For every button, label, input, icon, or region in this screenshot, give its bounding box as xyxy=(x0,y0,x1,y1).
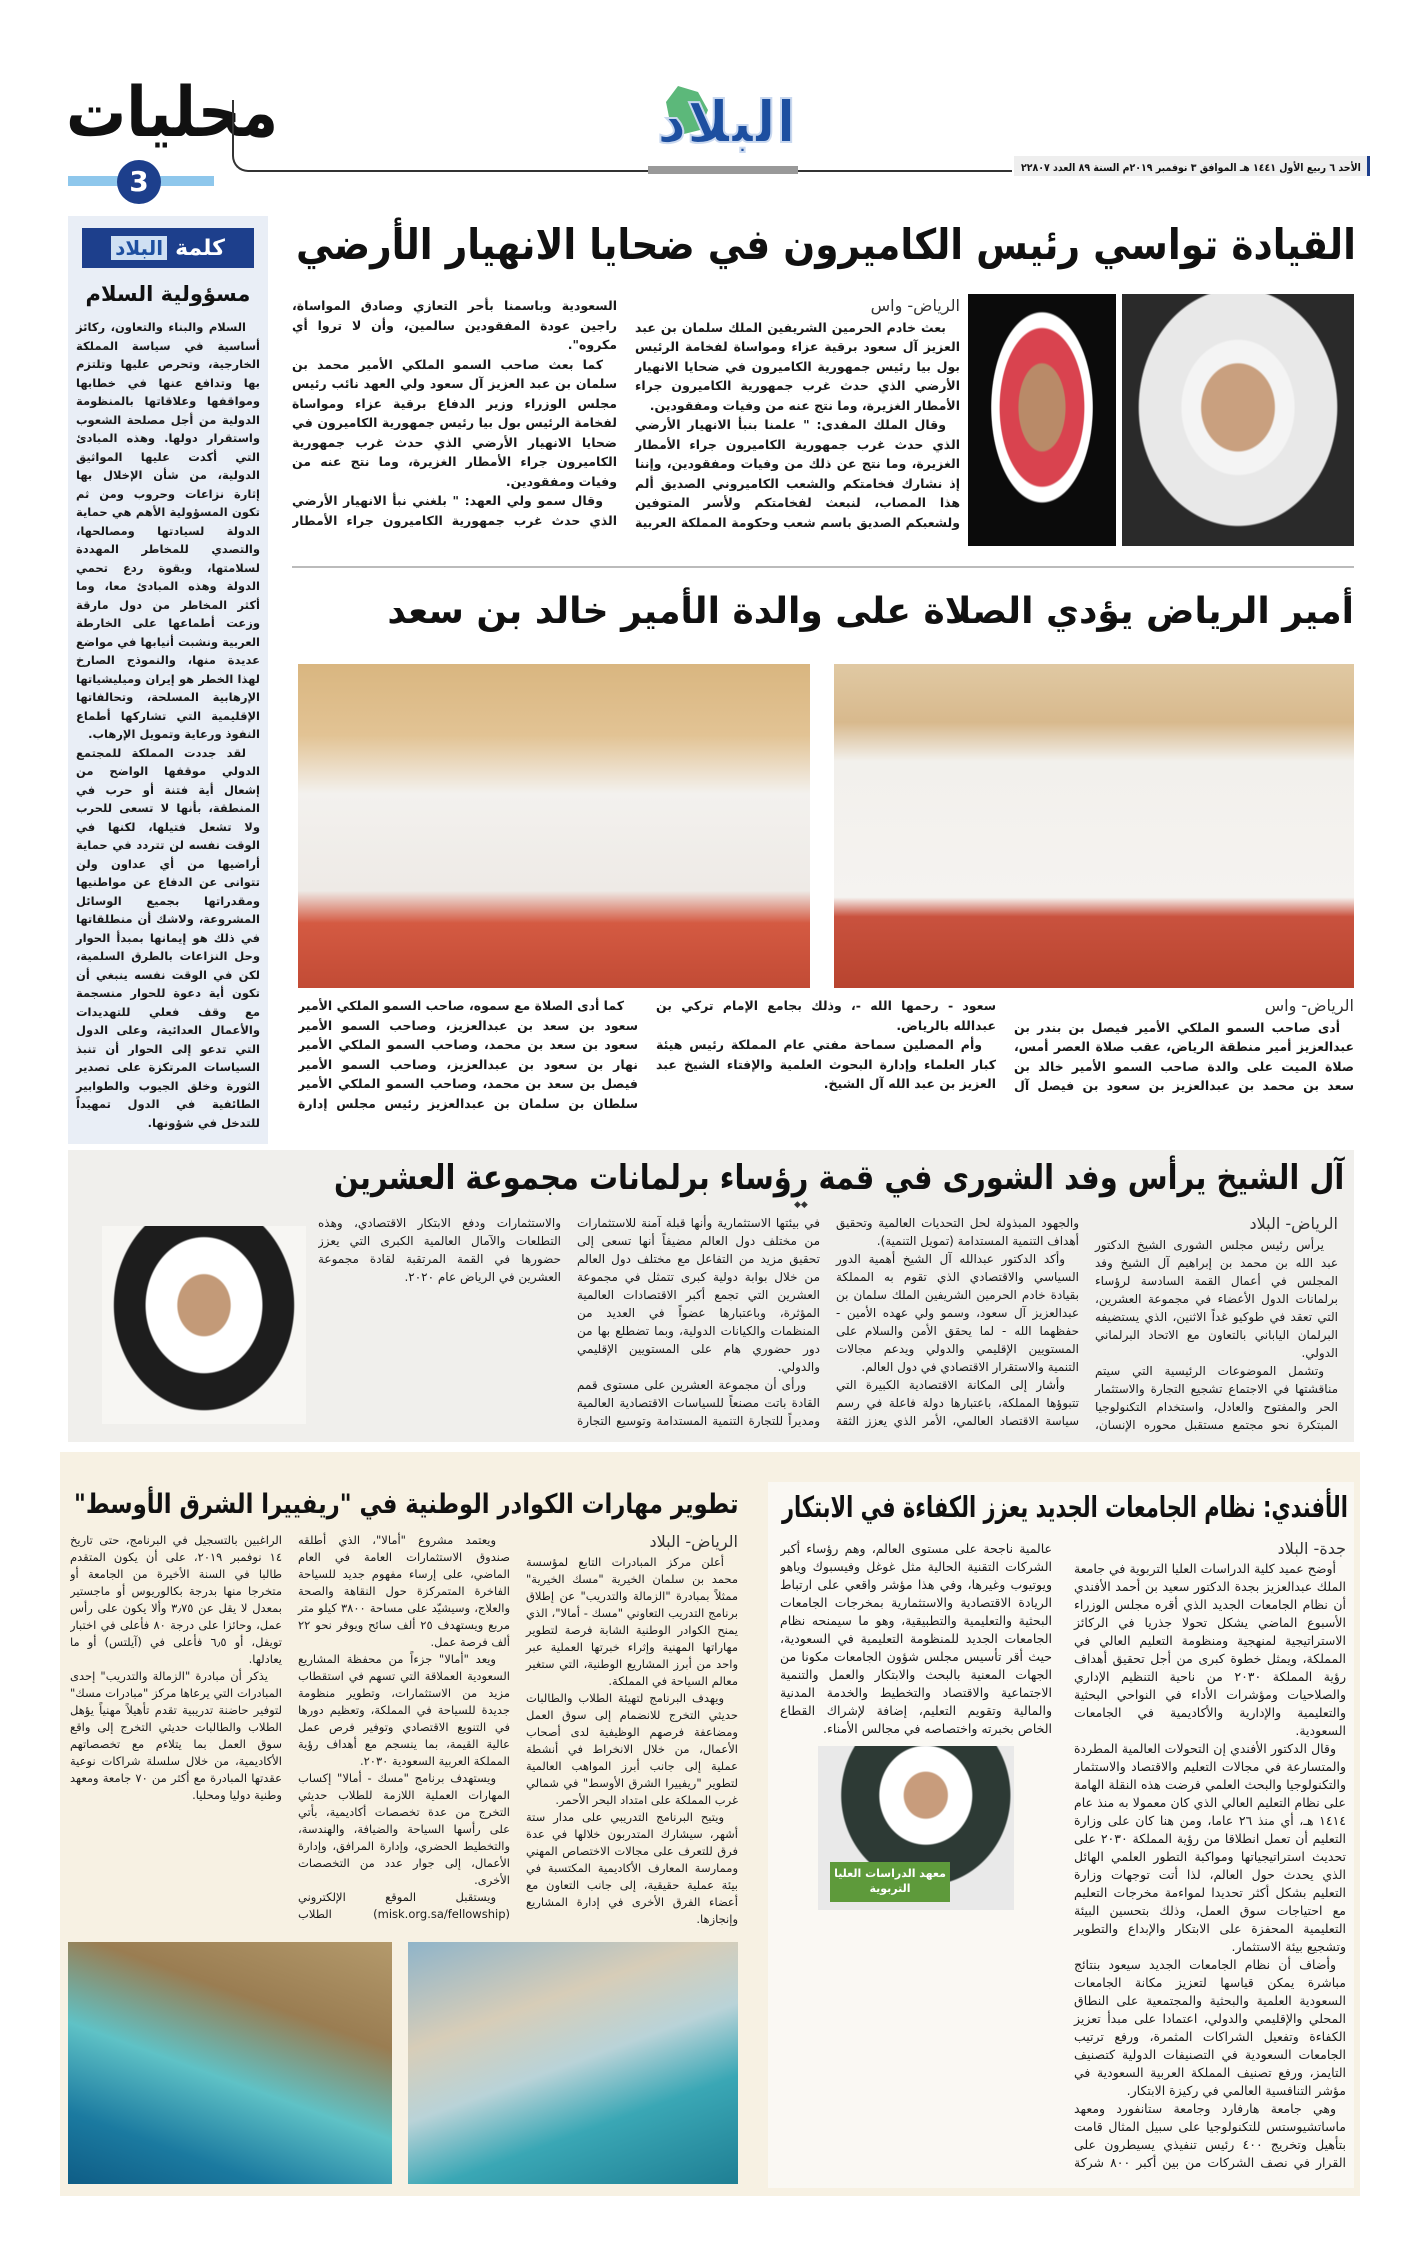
article2-paragraph: كما أدى الصلاة مع سموه، صاحب السمو الملكي الأمير سعود بن سعد بن عبدالعزيز، وصاحب السمو الأمير سعود بن سعد بن محمد، وصاحب السمو الملكي الأمير نهار بن سعود بن عبدالعزيز، وصاحب السمو الأمير فيصل بن سعد بن محمد، وصاحب السمو الملكي الأمير سلطان بن سلمان بن عبدالعزيز رئيس مجلس إدارة xyxy=(298,998,638,1111)
article3-dateline: الرياض- البلاد xyxy=(1249,1214,1338,1233)
photo-amaala-coast xyxy=(68,1942,392,2184)
institute-sign-text: معهد الدراسات العليا التربوية xyxy=(834,1867,946,1895)
article4-paragraph: وأضاف أن نظام الجامعات الجديد سيعود بنتائج مباشرة يمكن قياسها لتعزيز مكانة الجامعات السعودية العلمية والبحثية والمجتمعية على النطاق المحلي والإقليمي والدولي، اعتمادا على مبدأ تعزيز الكفاءة وتفعيل الشراكات المثمرة، ورفع ترتيب الجامعات السعودية في التصنيفات الدولية كتصنيف التايمز، ورفع تصنيف المملكة العربية السعودية في مؤشر التنافسية العالمي في ركيزة الابتكار. xyxy=(1074,1957,1346,2098)
article4-body xyxy=(780,1540,1346,2182)
article3-paragraph: وأكد الدكتور عبدالله آل الشيخ أهمية الدور السياسي والاقتصادي الذي تقوم به المملكة بقيادة خادم الحرمين الشريفين الملك سلمان بن عبدالعزيز آل سعود، وسمو ولي عهده الأمين - حفظهما الله - لما يحقق الأمن والسلام على المستويين الإقليمي والدولي ويدعم مجالات التنمية والاستقرار الاقتصادي في دول العالم. xyxy=(836,1252,1079,1374)
article2-dateline: الرياض- واس xyxy=(1264,996,1354,1015)
article3-body xyxy=(318,1214,1338,1436)
editorial-title: مسؤولية السلام xyxy=(85,282,251,306)
article5-paragraph: ويعد "أمالا" جزءاً من محفظة المشاريع السعودية العملاقة التي تسهم في استقطاب مزيد من الاستثمارات، وتطوير منظومة جديدة للسياحة في المملكة، وتعظيم دورها في التنويع الاقتصادي وتوفير فرص عمل عالية القيمة، بما ينسجم مع أهداف رؤية المملكة العربية السعودية ٢٠٣٠. xyxy=(298,1652,510,1768)
photo-amaala-resort xyxy=(408,1942,738,2184)
article5-body xyxy=(70,1532,738,1932)
article5-paragraph: ويتيح البرنامج التدريبي على مدار ستة أشهر، سيشارك المتدربون خلالها في عدة فرق للتعرف على مجالات الاختصاص المهني وممارسة المعارف الأكاديمية المكتسبة في بيئة عملية حقيقية، إلى جانب التعاون مع أعضاء الفرق الأخرى في إدارة المشاريع وإنجازها. xyxy=(526,1810,738,1926)
article5-paragraph: ويستقبل الموقع الإلكتروني (misk.org.sa/fellowship) الطلاب الراغبين بالتسجيل في البرنامج، حتى تاريخ ١٤ نوفمبر ٢٠١٩، على أن يكون المتقدم طالبا في السنة الأخيرة من الجامعة أو متخرجا منها بدرجة بكالوريوس أو ماجستير بمعدل لا يقل عن ٣٫٧٥ وألا يكون على رأس عمل، وحائزا على درجة ٨٠ فأعلى في اختبار تويفل، أو ٦٫٥ فأعلى في (آيلتس) أو ما يعادلها. xyxy=(70,1533,510,1921)
article3-paragraph: ورأى أن مجموعة العشرين على مستوى قمم القادة باتت مصنعاً للسياسات الاقتصادية العالمية ومديراً للتجارة التنمية المستدامة وتوسيع التجارة والاستثمارات ودفع الابتكار الاقتصادي، وهذه التطلعات والآمال العالمية الكبرى التي يعزز حضورها في القمة المرتقبة لقادة مجموعة العشرين في الرياض عام ٢٠٢٠. xyxy=(318,1216,820,1428)
article2-body xyxy=(298,996,1354,1116)
article4-paragraph: أوضح عميد كلية الدراسات العليا التربوية في جامعة الملك عبدالعزيز بجدة الدكتور سعيد بن أحمد الأفندي أن نظام الجامعات الجديد الذي أقره مجلس الوزراء الأسبوع الماضي يشكل تحولا جذريا في الركائز الاستراتيجية لمنهجية ومنظومة التعليم العالي في المملكة، ويمثل خطوة كبرى من أجل تحقيق أهداف رؤية المملكة ٢٠٣٠ من ناحية التنظيم الإداري والصلاحيات ومؤشرات الأداء في النواحي البحثية والتعليمية والإدارية والأكاديمية في الجامعات السعودية. xyxy=(1074,1561,1346,1738)
article3-paragraph: وأشار إلى المكانة الاقتصادية الكبيرة التي تتبوؤها المملكة، باعتبارها دولة فاعلة في رسم سياسة الاقتصاد العالمي، الأمر الذي يعزز الثقة في بيئتها الاستثمارية وأنها قبلة آمنة للاستثمارات من مختلف دول العالم مضيفاً أنها تسعى إلى تحقيق مزيد من التفاعل مع مختلف دول العالم من خلال بوابة دولية كبرى تتمثل في مجموعة العشرين التي تجمع أكبر الاقتصادات العالمية المؤثرة، وباعتبارها عضواً في العديد من المنظمات والكيانات الدولية، وبما تضطلع بها من دور حضوري هام على المستويين الإقليمي والدولي. xyxy=(577,1216,1079,1428)
ornament-icon: ◆◆ xyxy=(794,1200,808,1210)
editorial-paragraph: لقد جددت المملكة للمجتمع الدولي موقفها الواضح من إشعال أية فتنة أو حرب في المنطقة، بأنها لا تسعى للحرب ولا تشعل فتيلها، لكنها في الوقت نفسه لن تتردد في حماية أراضيها من أي عداون ولن تتوانى عن الدفاع عن مواطنيها ومقدراتها بجميع الوسائل المشروعة، ولاشك أن منطلقاتها في ذلك هو إيمانها بمبدأ الحوار وحل النزاعات بالطرق السلمية، لكن في الوقت نفسه ينبغي أن تكون أية دعوة للحوار منسجمة مع وقف فعلي للتهديدات والأعمال العدائية، وعلى الدول التي تدعو إلى الحوار أن تنبذ السياسات المرتكزة على تصدير الثورة وخلق الجيوب والطوابير الطائفية في الدول تمهيداً للتدخل في شؤونها. xyxy=(76,745,260,1130)
editorial-paragraph: السلام والبناء والتعاون، ركائز أساسية في سياسة المملكة الخارجية، وتحرص عليها وتلتزم بها وتدافع عنها في خطابها ومواقفها وعلاقاتها بالمنظومة الدولية من أجل مصلحة الشعوب واستقرار دولها. وهذه المبادئ التي أكدت عليها المواثيق الدولية، من شأن الإخلال بها إثارة نزاعات وحروب ومن ثم تكون المسؤولية الأهم هي حماية الدولة لسيادتها ومصالحها، والتصدي للمخاطر المهددة لسلامتها، وبقوة ردع تحمي الدولة وهذه المبادئ معا، وما أكثر المخاطر من دول مارقة وزعت أطماعها على الخارطة العربية ونشبت أنيابها في مواضع عديدة منها، والنموذج الصارخ لهذا الخطر هو إيران وميليشياتها الإرهابية المسلحة، وتحالفاتها الإقليمية التي تشاركها أطماع النفوذ ورعاية وتمويل الإرهاب. xyxy=(76,320,260,741)
masthead-divider-curve xyxy=(232,100,1012,172)
article4-paragraph: وهي جامعة هارفارد وجامعة ستانفورد ومعهد ماساتشيوستس للتكنولوجيا على سبيل المثال قامت بتأهيل وتخريج ٤٠٠ رئيس تنفيذي يسيطرون على القرار في نصف الشركات من بين أكبر ٨٠٠ شركة عالمية ناجحة على مستوى العالم، وهم رؤساء أكبر الشركات التقنية الحالية مثل غوغل وفيسبوك وياهو ويوتيوب وغيرها، وفي هذا مؤشر واقعي على ارتباط الريادة الاقتصادية والاستثمارية بمخرجات الجامعات البحثية والتعليمية والتطبيقية، وهو ما سيمنحه نظام الجامعات الجديد للمنظومة التعليمية في السعودية، حيث أقر تأسيس مجلس شؤون الجامعات مكونا من الجهات المعنية بالبحث والابتكار والعمل والتنمية الاجتماعية والاقتصاد والتخطيط والخدمة المدنية والمالية وتقويم التعليم، إضافة لإشراك القطاع الخاص بخبرته واختصاصه في مجالس الأمناء. xyxy=(780,1541,1346,2170)
article5-paragraph: ويستهدف برنامج "مسك - أمالا" إكساب المهارات العملية اللازمة للطلاب حديثي التخرج من عدة تخصصات أكاديمية، بأتي على رأسها السياحة والضيافة، والهندسة، والتخطيط الحضري، وإدارة المرافق، وإدارة الأعمال، إلى جوار عدد من التخصصات الأخرى. xyxy=(298,1771,510,1887)
issue-date-line xyxy=(1014,156,1370,176)
photo-dr-afandi xyxy=(818,1746,1014,1910)
article1-paragraph: وقال الملك المفدى: " علمنا بنبأ الانهيار الأرضي الذي حدث غرب جمهورية الكاميرون جراء الأمطار الغزيرة، وما نتج عن ذلك من وفيات ومفقودين، وإننا إذ نشارك فخامتكم والشعب الكاميروني الصديق ألم هذا المصاب، لنبعث لفخامتكم ولأسر المتوفين ولشعبكم الصديق باسم شعب وحكومة المملكة العربية السعودية وباسمنا بأحر التعازي وصادق المواساة، راجين عودة المفقودين سالمين، وأن لا تروا أي مكروه". xyxy=(292,298,960,530)
page-number-badge: 3 xyxy=(117,160,161,204)
article5-paragraph: يذكر أن مبادرة "الزمالة والتدريب" إحدى المبادرات التي يرعاها مركز "مبادرات مسك" لتوفير حاضنة تدريبية تقدم تأهيلاً مهنياً يؤهل الطلاب والطالبات حديثي التخرج إلى واقع سوق العمل بما يتلاءم مع تخصصاتهم الأكاديمية، من خلال سلسلة شراكات نوعية عقدتها المبادرة مع أكثر من ٧٠ جامعة ومعهد وطنية دوليا ومحليا. xyxy=(70,1669,282,1802)
editorial-badge-logo: البلاد xyxy=(111,236,167,260)
article5-paragraph: ويعتمد مشروع "أمالا"، الذي أطلقه صندوق الاستثمارات العامة في العام الماضي، على إرساء مفهوم جديد للسياحة الفاخرة المتمركزة حول النقاهة والصحة والعلاج، وسيشيّد على مساحة ٣٨٠٠ كيلو متر مربع ويستهدف ٢٥ ألف سائح ويوفر نحو ٢٢ ألف فرصة عمل. xyxy=(298,1533,510,1649)
article2-paragraph: أدى صاحب السمو الملكي الأمير فيصل بن بندر بن عبدالعزيز أمير منطقة الرياض، عقب صلاة العصر أمس، صلاة الميت على والدة صاحب السمو الأمير خالد بن سعد بن محمد بن عبدالعزيز بن سعود بن فيصل آل سعود - رحمها الله -، وذلك بجامع الإمام تركي بن عبدالله بالرياض. xyxy=(656,998,1354,1093)
institute-sign xyxy=(830,1862,950,1902)
article3-paragraph: وتشمل الموضوعات الرئيسية التي سيتم مناقشتها في الاجتماع تشجيع التجارة والاستثمار الحر والمفتوح والعادل، واستخدام التكنولوجيا المبتكرة نحو مجتمع مستقبل محوره الإنسان، والجهود المبذولة لحل التحديات العالمية وتحقيق أهداف التنمية المستدامة (تمويل التنمية). xyxy=(836,1216,1338,1432)
article5-paragraph: أعلن مركز المبادرات التابع لمؤسسة محمد بن سلمان الخيرية "مسك الخيرية" ممثلاً بمبادرة "الزمالة والتدريب" عن إطلاق برنامج التدريب التعاوني "مسك - أمالا"، الذي يمنح الكوادر الوطنية الشابة فرصة لتطوير مهاراتها المهنية وإثراء خبرتها العملية عبر واحد من أبرز المشاريع الوطنية، التي ستغير معالم السياحة في المملكة. xyxy=(526,1555,738,1688)
editorial-badge xyxy=(82,228,254,268)
article1-headline: القيادة تواسي رئيس الكاميرون في ضحايا الانهيار الأرضي xyxy=(295,220,1356,269)
article5-headline: تطوير مهارات الكوادر الوطنية في "ريفييرا الشرق الأوسط" xyxy=(73,1489,738,1520)
article1-paragraph: بعث خادم الحرمين الشريفين الملك سلمان بن عبد العزيز آل سعود برقية عزاء ومواساة لفخامة الرئيس بول بيا رئيس جمهورية الكاميرون في ضحايا الانهيار الأرضي الذي حدث غرب جمهورية الكاميرون جراء الأمطار الغزيرة، وما نتج عنه من وفيات ومفقودين. xyxy=(635,319,960,413)
article1-paragraph: كما بعث صاحب السمو الملكي الأمير محمد بن سلمان بن عبد العزيز آل سعود ولي العهد نائب رئيس مجلس الوزراء وزير الدفاع برقية عزاء ومواساة لفخامة الرئيس بول بيا رئيس جمهورية الكاميرون في ضحايا الانهيار الأرضي الذي حدث غرب جمهورية الكاميرون جراء الأمطار الغزيرة، وما نتج عنه من وفيات ومفقودين. xyxy=(292,356,617,489)
article1-dateline: الرياض- واس xyxy=(870,296,960,315)
article5-paragraph: ويهدف البرنامج لتهيئة الطلاب والطالبات حديثي التخرج للانضمام إلى سوق العمل ومضاعفة فرصهم الوظيفية لدى أصحاب الأعمال، من خلال الانخراط في أنشطة عملية إلى جانب أبرز المواهب العالمية لتطوير "ريفييرا الشرق الأوسط" في شمالي غرب المملكة على امتداد البحر الأحمر. xyxy=(526,1691,738,1807)
article1-paragraph: وقال سمو ولي العهد: " بلغني نبأ الانهيار الأرضي الذي حدث غرب جمهورية الكاميرون جراء الأمطار xyxy=(292,493,617,528)
photo-shura-president xyxy=(102,1226,306,1424)
section-title: محليات xyxy=(66,72,279,154)
divider xyxy=(292,566,1354,568)
editorial-column xyxy=(68,216,268,1144)
article4-headline: الأفندي: نظام الجامعات الجديد يعزز الكفاءة في الابتكار xyxy=(781,1490,1348,1524)
logo-text: البلاد xyxy=(656,88,796,156)
article3-paragraph: يرأس رئيس مجلس الشورى الشيخ الدكتور عبد الله بن محمد بن إبراهيم آل الشيخ وفد المجلس في أعمال القمة السادسة لرؤساء برلمانات الدول الأعضاء في مجموعة العشرين، التي تعقد في طوكيو غداً الاثنين، الذي يستضيفه البرلمان الياباني بالتعاون مع الاتحاد البرلماني الدولي. xyxy=(1095,1238,1338,1360)
article2-paragraph: وأم المصلين سماحة مفتي عام المملكة رئيس هيئة كبار العلماء وإدارة البحوث العلمية والإفتاء الشيخ عبد العزيز بن عبد الله آل الشيخ. xyxy=(656,1037,996,1091)
photo-crown-prince xyxy=(968,294,1116,546)
newspaper-logo xyxy=(640,82,800,162)
photo-funeral-prayer-rows xyxy=(834,664,1354,988)
article2-headline: أمير الرياض يؤدي الصلاة على والدة الأمير خالد بن سعد xyxy=(387,591,1354,632)
logo-underbar xyxy=(648,166,798,174)
article5-dateline: الرياض- البلاد xyxy=(649,1532,738,1551)
article3-headline: آل الشيخ يرأس وفد الشورى في قمة رؤساء برلمانات مجموعة العشرين xyxy=(333,1158,1344,1198)
article4-dateline: جدة- البلاد xyxy=(1277,1540,1346,1558)
article4-paragraph: وقال الدكتور الأفندي إن التحولات العالمية المطردة والمتسارعة في مجالات التعليم والاقتصاد والاستثمار والتكنولوجيا والبحث العلمي فرضت هذه النقلة الهامة على نظام التعليم العالي الذي كان معمولا به منذ عام ١٤١٤ هـ، أي منذ ٢٦ عاما، ومن هنا كان على وزارة التعليم أن تعمل انطلاقا من رؤية المملكة ٢٠٣٠ على تحديث استراتيجياتها ومواكبة التطور العلمي الهائل الذي يحدث حول العالم، لذا أتت توجهات وزارة التعليم بشكل أكثر تحديدا لمواءمة مخرجات التعليم مع احتياجات سوق العمل، وذلك بتحسين البيئة التعليمية المحفزة على الابتكار والإبداع والتطوير وتشجيع بيئة الاستثمار. xyxy=(1074,1741,1346,1954)
photo-king-salman xyxy=(1122,294,1354,546)
photo-funeral-procession xyxy=(298,664,810,988)
issue-date: الأحد ٦ ربيع الأول ١٤٤١ هـ الموافق ٣ نوفمبر ٢٠١٩م السنة ٨٩ العدد ٢٢٨٠٧ xyxy=(1021,162,1361,174)
article1-body xyxy=(292,296,960,548)
editorial-badge-word: كلمة xyxy=(175,235,225,261)
